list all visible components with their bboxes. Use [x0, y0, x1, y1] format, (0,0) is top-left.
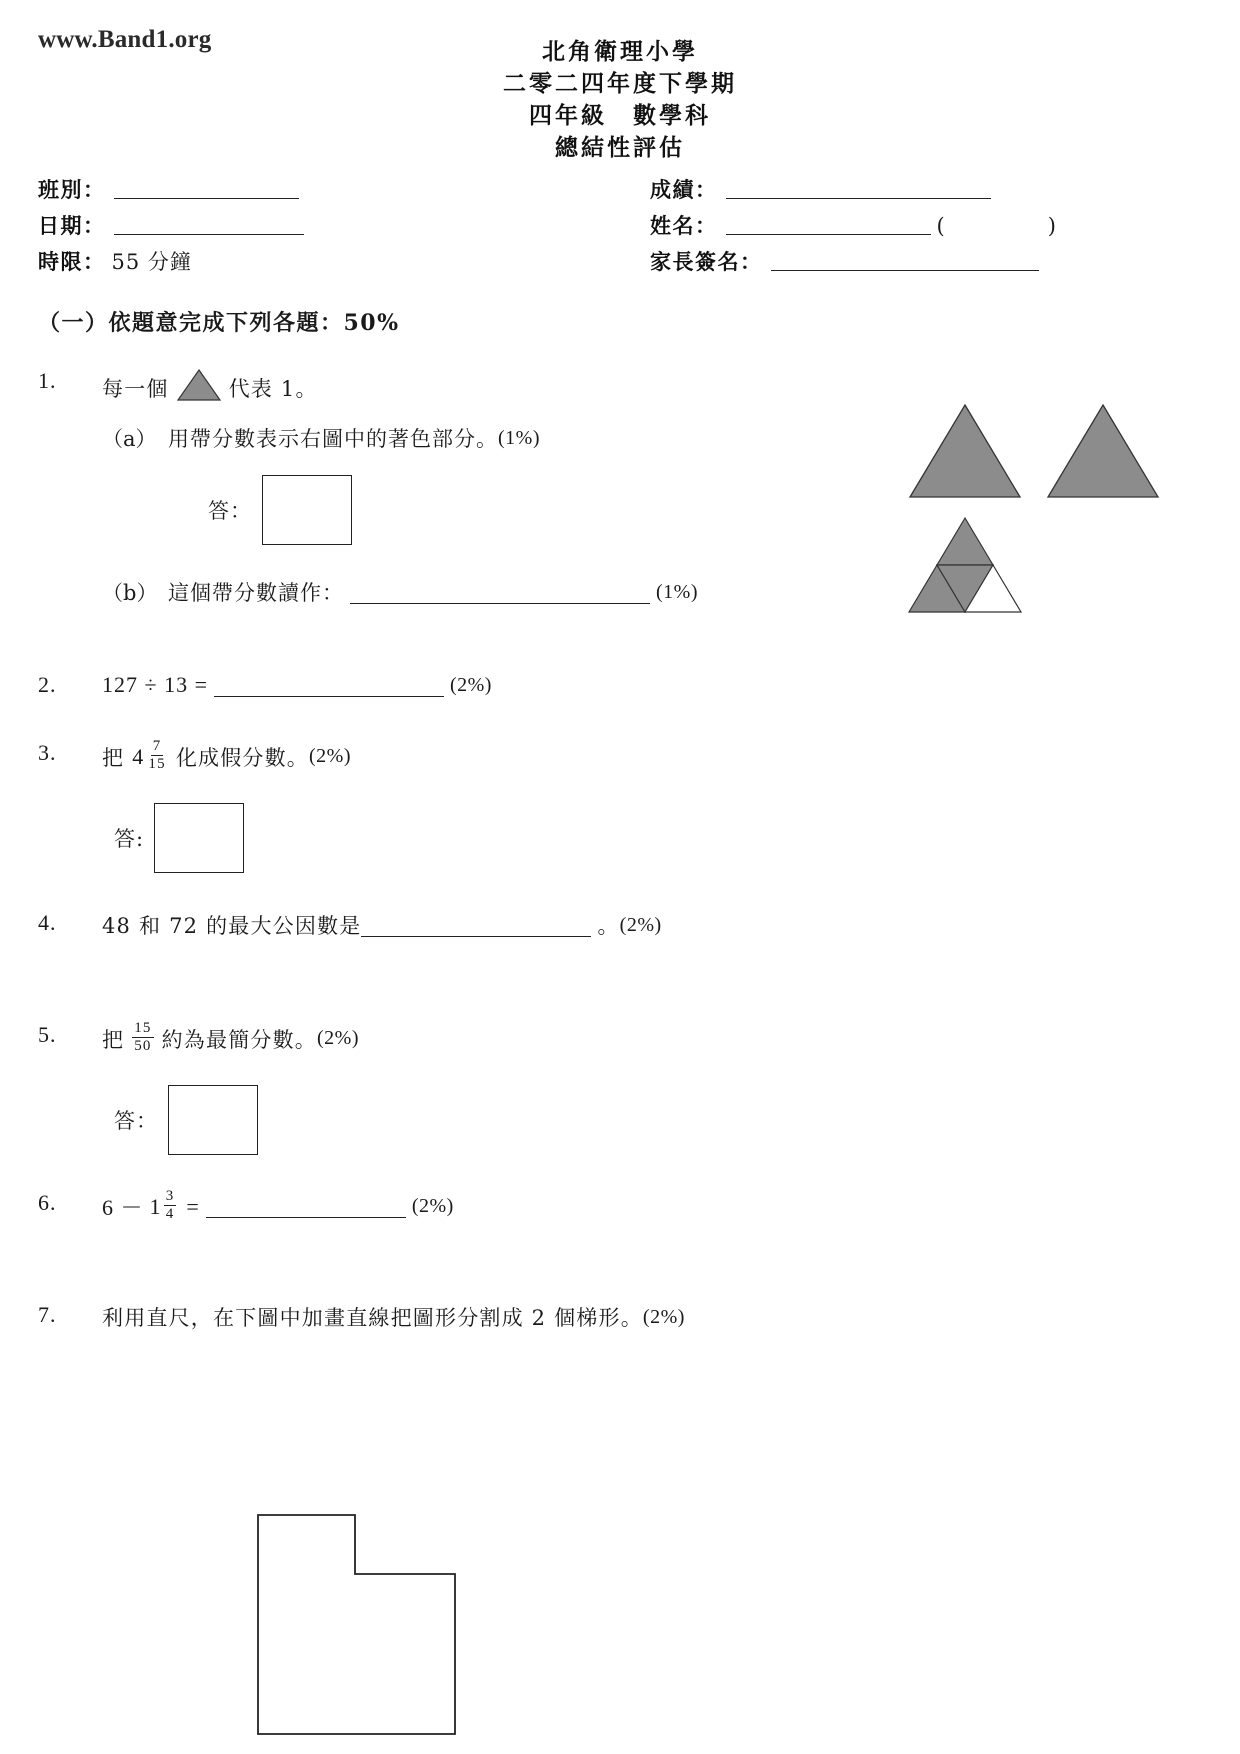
assessment-type: 總結性評估 [555, 134, 685, 161]
page-header [0, 36, 1240, 164]
question-7-marks: (2%) [642, 1305, 685, 1328]
question-5-answer-row [114, 1085, 738, 1155]
question-6-fraction [164, 1189, 177, 1222]
time-limit-label: 時限： [38, 249, 106, 274]
question-7-number: 7. [38, 1302, 57, 1327]
question-1a-answer-box[interactable] [262, 475, 352, 545]
question-6-body [102, 1190, 738, 1223]
class-field-row [38, 168, 478, 204]
question-1-figure [905, 400, 1195, 620]
name-label: 姓名： [650, 213, 718, 238]
class-label: 班別： [38, 177, 106, 202]
question-1b-tag: （b） [102, 581, 158, 605]
partial-triangle [909, 518, 1021, 612]
question-2-marks: (2%) [449, 673, 492, 696]
name-field-row [650, 204, 1210, 240]
question-1-stem-after: 代表 1。 [228, 376, 318, 401]
school-name: 北角衛理小學 [542, 38, 698, 65]
date-input-line[interactable] [114, 233, 304, 235]
question-7 [38, 1302, 938, 1332]
question-4-text-before: 48 和 72 的最大公因數是 [102, 914, 362, 938]
parent-signature-label: 家長簽名： [650, 249, 763, 274]
question-6-left: 6 － [102, 1195, 144, 1220]
parent-signature-line[interactable] [771, 269, 1039, 271]
question-5-suffix: 約為最簡分數。 [161, 1027, 318, 1052]
question-3 [38, 740, 738, 873]
info-left-column [38, 168, 478, 276]
question-1b-marks: (1%) [656, 580, 698, 603]
question-5 [38, 1022, 738, 1155]
question-1-stem [102, 368, 858, 407]
question-3-line [102, 740, 738, 773]
question-1a-tag: （a） [102, 427, 157, 451]
question-5-marks: (2%) [317, 1027, 359, 1049]
question-6-equals: = [186, 1193, 200, 1219]
grade-subject: 四年級 數學科 [529, 102, 711, 129]
question-2-body [102, 672, 738, 698]
question-3-answer-box[interactable] [154, 803, 244, 873]
question-5-fraction [132, 1021, 153, 1054]
question-3-denominator: 15 [148, 756, 166, 772]
question-3-prefix: 把 [102, 745, 125, 770]
question-4-body [102, 910, 838, 940]
question-5-denominator: 50 [134, 1038, 152, 1054]
info-block [0, 168, 1240, 278]
time-limit-row [38, 240, 478, 276]
whole-triangle-1 [910, 405, 1020, 497]
question-1 [38, 368, 858, 607]
question-6-answer-line[interactable] [206, 1195, 406, 1218]
question-5-prefix: 把 [102, 1027, 125, 1052]
question-3-answer-label: 答: [114, 827, 145, 851]
question-7-body [102, 1302, 938, 1332]
score-label: 成績： [650, 177, 718, 202]
question-7-line [102, 1302, 938, 1332]
question-1b [102, 577, 858, 607]
score-field-row [650, 168, 1210, 204]
question-1-number: 1. [38, 368, 57, 393]
question-6-line [102, 1190, 738, 1223]
question-5-number: 5. [38, 1022, 57, 1047]
question-5-body [102, 1022, 738, 1155]
L-shaped-polygon-svg[interactable] [255, 1512, 485, 1742]
question-3-whole: 4 [132, 743, 145, 769]
question-1a-marks: (1%) [498, 426, 540, 449]
question-4-marks: (2%) [619, 913, 662, 936]
shaded-triangle-icon-svg [176, 368, 222, 402]
date-label: 日期： [38, 213, 106, 238]
site-watermark: www.Band1.org [38, 26, 212, 53]
class-number-paren: ( ) [936, 214, 1066, 238]
question-5-answer-label: 答： [114, 1109, 158, 1133]
question-1a-answer-row [208, 475, 858, 545]
question-6-whole: 1 [149, 1193, 162, 1219]
question-3-number: 3. [38, 740, 57, 765]
question-4-line [102, 910, 838, 940]
question-1-stem-before: 每一個 [102, 376, 169, 401]
question-3-suffix: 化成假分數。 [175, 745, 310, 770]
shaded-triangle-icon [169, 368, 229, 407]
triangles-figure-svg [905, 400, 1195, 620]
question-4-answer-line[interactable] [361, 914, 591, 937]
question-2-expression: 127 ÷ 13 = [102, 672, 208, 697]
L-shaped-polygon [258, 1515, 455, 1734]
question-5-numerator: 15 [134, 1020, 152, 1036]
question-1a-text: 用帶分數表示右圖中的著色部分。 [168, 427, 498, 451]
time-limit-value: 55 分鐘 [111, 250, 192, 274]
date-field-row [38, 204, 478, 240]
info-right-column [650, 168, 1210, 276]
question-1b-answer-line[interactable] [350, 581, 650, 604]
question-3-numerator: 7 [152, 738, 162, 754]
score-input-line[interactable] [726, 197, 991, 199]
question-6-marks: (2%) [411, 1195, 454, 1217]
question-4 [38, 910, 838, 940]
question-1a [102, 423, 858, 453]
question-5-line [102, 1022, 738, 1055]
question-7-text: 利用直尺，在下圖中加畫直線把圖形分割成 2 個梯形。 [102, 1306, 643, 1330]
question-2-answer-line[interactable] [214, 674, 444, 697]
name-input-line[interactable] [726, 233, 931, 235]
section-one-title: （一）依題意完成下列各題：50% [38, 310, 400, 336]
question-1b-text: 這個帶分數讀作： [168, 581, 344, 605]
question-1-body [102, 368, 858, 607]
question-3-body [102, 740, 738, 873]
question-6-denominator: 4 [165, 1206, 175, 1222]
question-2 [38, 672, 738, 698]
class-input-line[interactable] [114, 197, 299, 199]
parent-signature-row [650, 240, 1210, 276]
question-4-number: 4. [38, 910, 57, 935]
question-6 [38, 1190, 738, 1223]
question-5-answer-box[interactable] [168, 1085, 258, 1155]
question-3-fraction [146, 739, 167, 772]
question-2-number: 2. [38, 672, 57, 697]
whole-triangle-2 [1048, 405, 1158, 497]
question-2-line [102, 672, 738, 698]
question-7-figure [255, 1512, 485, 1746]
question-3-answer-row [114, 803, 738, 873]
question-6-number: 6. [38, 1190, 57, 1215]
academic-year: 二零二四年度下學期 [503, 70, 737, 97]
question-1a-answer-label: 答： [208, 499, 252, 523]
question-6-numerator: 3 [165, 1188, 175, 1204]
question-4-text-after: 。 [597, 914, 620, 938]
question-3-marks: (2%) [309, 745, 351, 767]
